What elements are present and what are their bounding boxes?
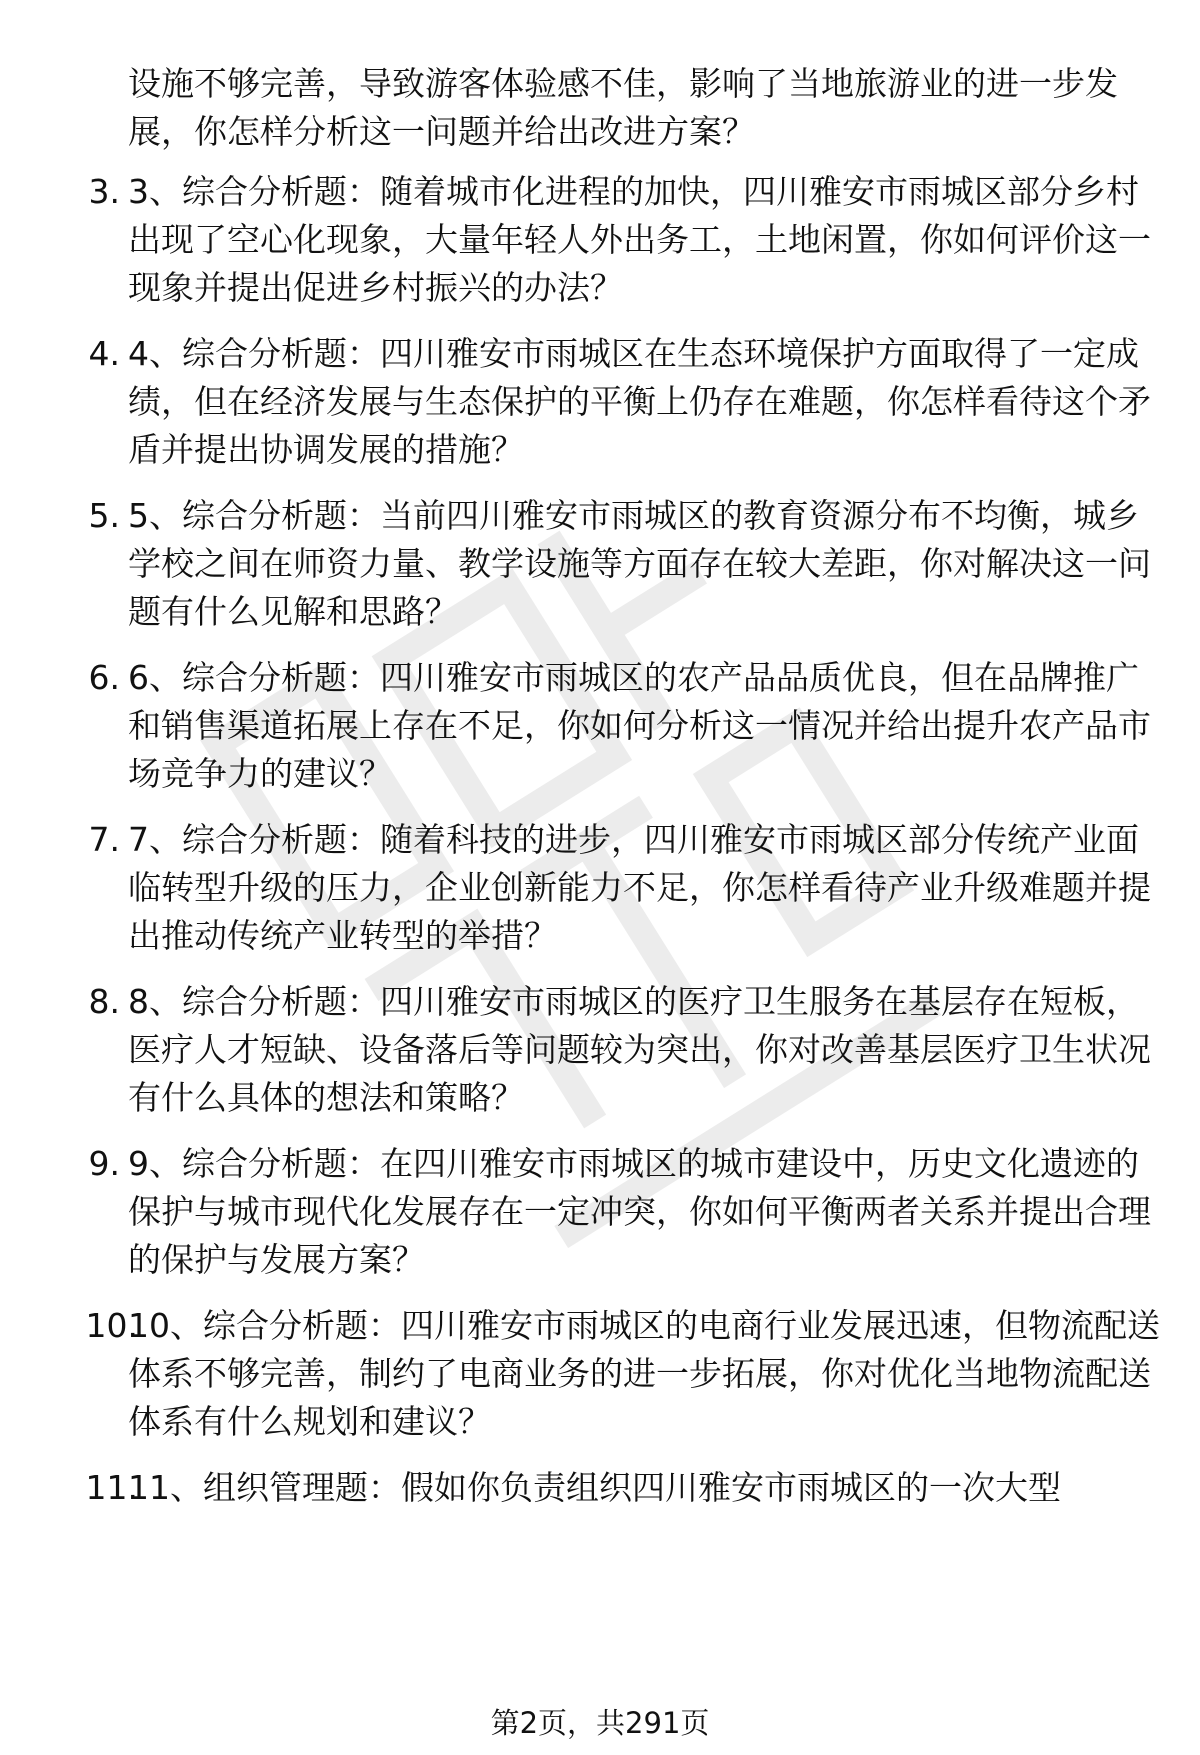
question-text: 7、综合分析题：随着科技的进步，四川雅安市雨城区部分传统产业面临转型升级的压力，企业创新能力不足，你怎样看待产业升级难题并提出推动传统产业转型的举措？ [128, 820, 1151, 955]
question-text: 6、综合分析题：四川雅安市雨城区的农产品品质优良，但在品牌推广和销售渠道拓展上存在不足，你如何分析这一情况并给出提升农产品市场竞争力的建议？ [128, 658, 1151, 793]
question-number: 7. [88, 820, 120, 859]
question-number: 4. [88, 334, 120, 373]
question-text: 8、综合分析题：四川雅安市雨城区的医疗卫生服务在基层存在短板，医疗人才短缺、设备落后等问题较为突出，你对改善基层医疗卫生状况有什么具体的想法和策略？ [128, 982, 1151, 1117]
question-number: 11. [85, 1468, 138, 1507]
question-text: 11、组织管理题：假如你负责组织四川雅安市雨城区的一次大型 [128, 1468, 1061, 1507]
question-text: 9、综合分析题：在四川雅安市雨城区的城市建设中，历史文化遗迹的保护与城市现代化发展存在一定冲突，你如何平衡两者关系并提出合理的保护与发展方案？ [128, 1144, 1151, 1279]
question-text: 4、综合分析题：四川雅安市雨城区在生态环境保护方面取得了一定成绩，但在经济发展与生态保护的平衡上仍存在难题，你怎样看待这个矛盾并提出协调发展的措施？ [128, 334, 1151, 469]
question-text: 5、综合分析题：当前四川雅安市雨城区的教育资源分布不均衡，城乡学校之间在师资力量、教学设施等方面存在较大差距，你对解决这一问题有什么见解和思路？ [128, 496, 1151, 631]
question-number: 6. [88, 658, 120, 697]
question-text: 3、综合分析题：随着城市化进程的加快，四川雅安市雨城区部分乡村出现了空心化现象，大量年轻人外出务工，土地闲置，你如何评价这一现象并提出促进乡村振兴的办法？ [128, 172, 1151, 307]
question-number: 5. [88, 496, 120, 535]
question-text: 10、综合分析题：四川雅安市雨城区的电商行业发展迅速，但物流配送体系不够完善，制约了电商业务的进一步拓展，你对优化当地物流配送体系有什么规划和建议？ [128, 1306, 1160, 1441]
question-number: 8. [88, 982, 120, 1021]
page-footer: 第2页，共291页 [490, 1706, 710, 1740]
continuation-paragraph: 设施不够完善，导致游客体验感不佳，影响了当地旅游业的进一步发展，你怎样分析这一问题并给出改进方案？ [128, 64, 1118, 151]
question-number: 10. [85, 1306, 138, 1345]
question-number: 9. [88, 1144, 120, 1183]
question-number: 3. [88, 172, 120, 211]
